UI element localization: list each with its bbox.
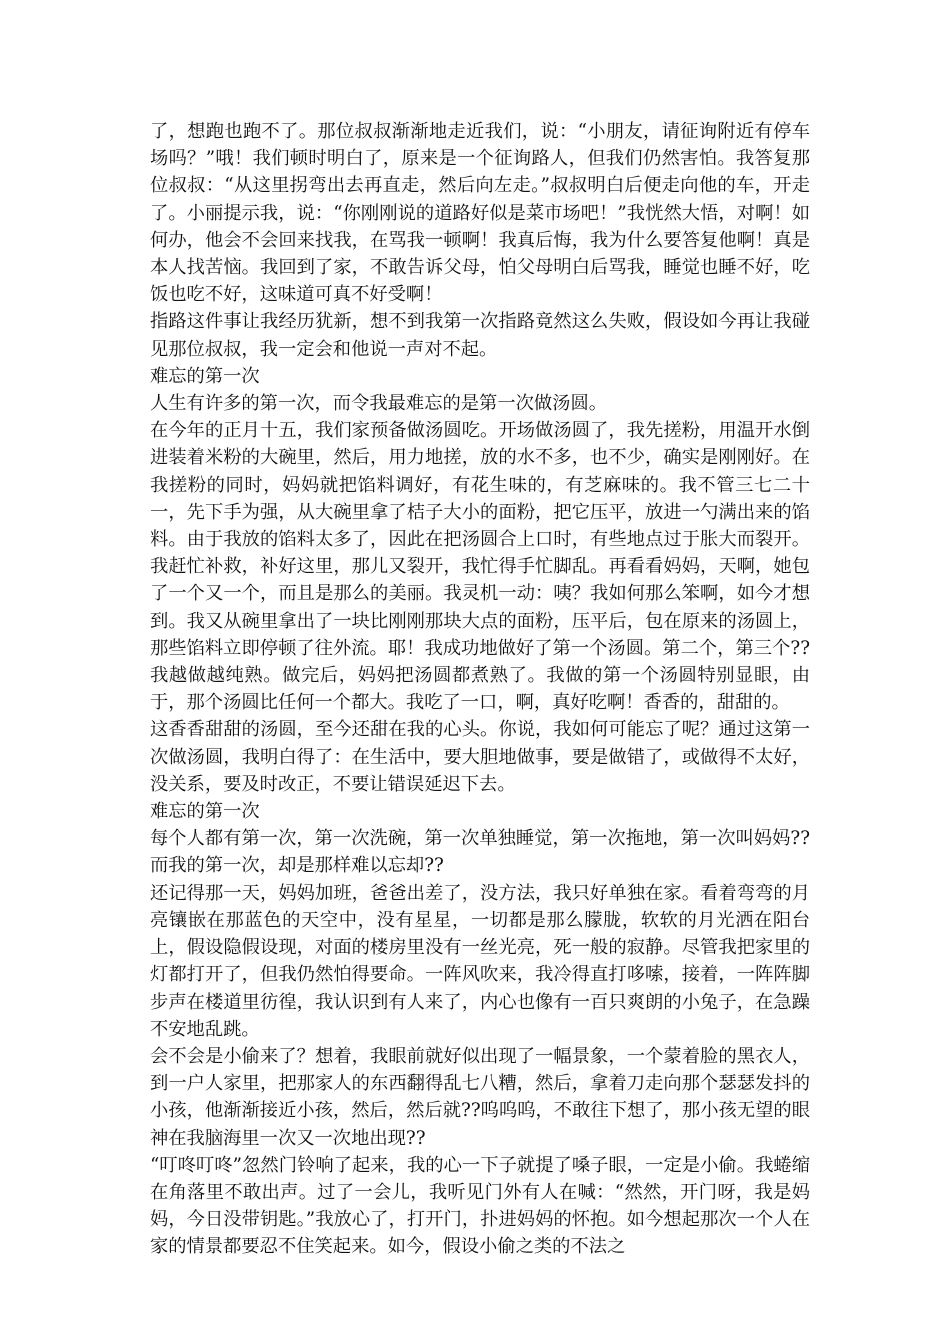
paragraph-2: 指路这件事让我经历犹新，想不到我第一次指路竟然这么失败，假设如今再让我碰见那位叔叔，我一定会和他说一声对不起。 [150,311,810,360]
paragraph-7: 还记得那一天，妈妈加班，爸爸出差了，没方法，我只好单独在家。看着弯弯的月亮镶嵌在那蓝色的天空中，没有星星，一切都是那么朦胧，软软的月光洒在阳台上，假设隐假设现，对面的楼房里没有一丝光亮，死一般的寂静。尽管我把家里的灯都打开了，但我仍然怕得要命。一阵风吹来，我冷得直打哆嗦，接着，一阵阵脚步声在楼道里彷徨，我认识到有人来了，内心也像有一百只爽朗的小兔子，在急躁不安地乱跳。 [150,882,810,1040]
paragraph-5: 这香香甜甜的汤圆，至今还甜在我的心头。你说，我如何可能忘了呢？通过这第一次做汤圆，我明白得了：在生活中，要大胆地做事，要是做错了，或做得不太好，没关系，要及时改正，不要让错误延迟下去。 [150,719,810,795]
document-body [150,118,810,1261]
paragraph-4: 在今年的正月十五，我们家预备做汤圆吃。开场做汤圆了，我先搓粉，用温开水倒进装着米粉的大碗里，然后，用力地搓，放的水不多，也不少，确实是刚刚好。在我搓粉的同时，妈妈就把馅料调好，有花生味的，有芝麻味的。我不管三七二十一，先下手为强，从大碗里拿了桔子大小的面粉，把它压平，放进一勺满出来的馅料。由于我放的馅料太多了，因此在把汤圆合上口时，有些地点过于胀大而裂开。我赶忙补救，补好这里，那儿又裂开，我忙得手忙脚乱。再看看妈妈，天啊，她包了一个又一个，而且是那么的美丽。我灵机一动：咦？我如何那么笨啊，如今才想到。我又从碗里拿出了一块比刚刚那块大点的面粉，压平后，包在原来的汤圆上，那些馅料立即停顿了往外流。耶！我成功地做好了第一个汤圆。第二个，第三个??我越做越纯熟。做完后，妈妈把汤圆都煮熟了。我做的第一个汤圆特别显眼，由于，那个汤圆比任何一个都大。我吃了一口，啊，真好吃啊！香香的，甜甜的。 [150,420,810,714]
paragraph-3: 人生有许多的第一次，而令我最难忘的是第一次做汤圆。 [150,393,608,415]
paragraph-1: 了，想跑也跑不了。那位叔叔渐渐地走近我们，说：“小朋友，请征询附近有停车场吗？”哦！我们顿时明白了，原来是一个征询路人，但我们仍然害怕。我答复那位叔叔：“从这里拐弯出去再直走，然后向左走。”叔叔明白后便走向他的车，开走了。小丽提示我，说：“你刚刚说的道路好似是菜市场吧！”我恍然大悟，对啊！如何办，他会不会回来找我，在骂我一顿啊！我真后悔，我为什么要答复他啊！真是本人找苦恼。我回到了家，不敢告诉父母，怕父母明白后骂我，睡觉也睡不好，吃饭也吃不好，这味道可真不好受啊！ [150,121,810,306]
paragraph-6: 每个人都有第一次，第一次洗碗，第一次单独睡觉，第一次拖地，第一次叫妈妈??而我的第一次，却是那样难以忘却?? [150,828,810,877]
section-heading-2: 难忘的第一次 [150,801,260,823]
paragraph-9: “叮咚叮咚”忽然门铃响了起来，我的心一下子就提了嗓子眼，一定是小偷。我蜷缩在角落里不敢出声。过了一会儿，我听见门外有人在喊：“然然，开门呀，我是妈妈，今日没带钥匙。”我放心了，打开门，扑进妈妈的怀抱。如今想起那次一个人在家的情景都要忍不住笑起来。如今，假设小偷之类的不法之 [150,1154,810,1258]
paragraph-8: 会不会是小偷来了？想着，我眼前就好似出现了一幅景象，一个蒙着脸的黑衣人，到一户人家里，把那家人的东西翻得乱七八糟，然后，拿着刀走向那个瑟瑟发抖的小孩，他渐渐接近小孩，然后，然后就??呜呜呜，不敢往下想了，那小孩无望的眼神在我脑海里一次又一次地出现?? [150,1045,810,1149]
section-heading-1: 难忘的第一次 [150,365,260,387]
